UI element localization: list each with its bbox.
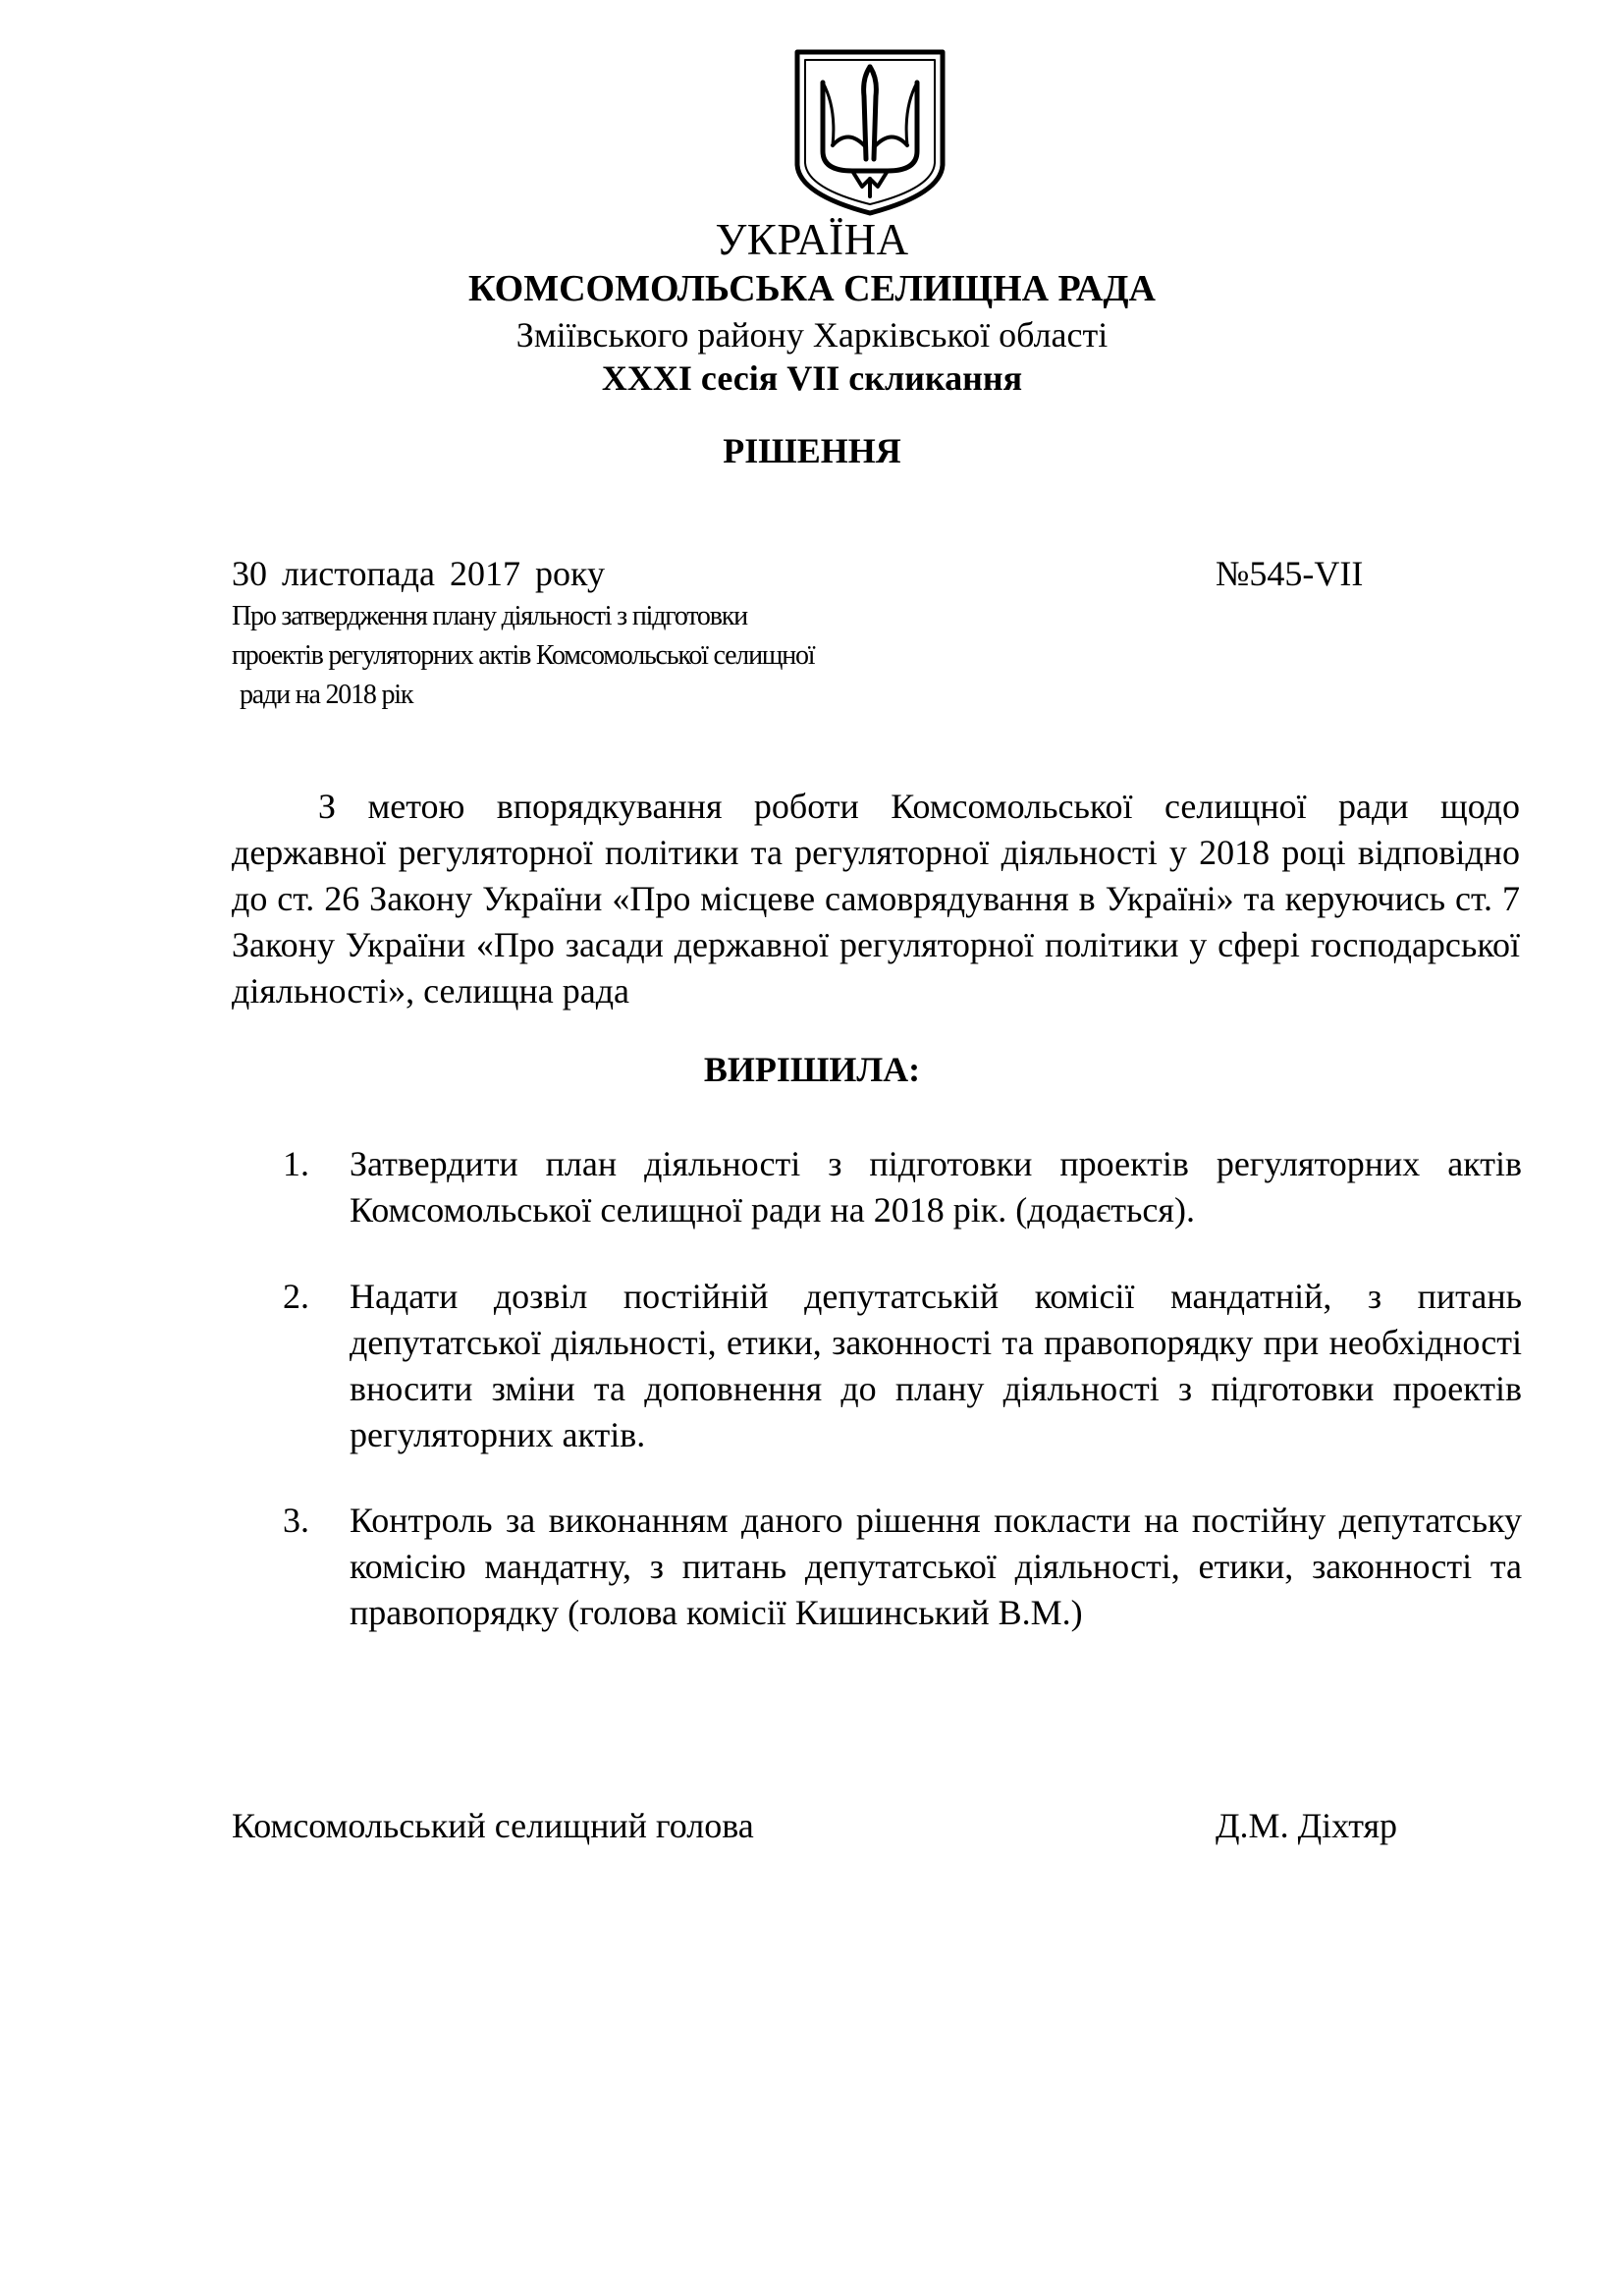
list-item xyxy=(283,1498,1522,1636)
district-name: Зміївського району Харківської області xyxy=(515,315,1109,355)
country-name: УКРАЇНА xyxy=(715,215,909,264)
list-item-text: Затвердити план діяльності з підготовки проектів регуляторних актів Комсомольської селищної ради на 2018 рік. (додається). xyxy=(350,1144,1522,1230)
preamble-paragraph: З метою впорядкування роботи Комсомольської селищної ради щодо державної регуляторної політики та регуляторної діяльності у 2018 році відповідно до ст. 26 Закону України «Про місцеве самоврядування в Україні» та керуючись ст. 7 Закону України «Про засади державної регуляторної політики у сфері господарської діяльності», селищна рада xyxy=(232,787,1520,1011)
decision-subject xyxy=(232,597,814,715)
list-item-number: 2. xyxy=(283,1277,309,1316)
subject-line: Про затвердження плану діяльності з підготовки xyxy=(232,601,747,631)
list-item-number: 1. xyxy=(283,1144,309,1183)
decision-date: 30 листопада 2017 року xyxy=(232,554,605,593)
resolved-heading: ВИРІШИЛА: xyxy=(703,1050,921,1089)
subject-line: проектів регуляторних актів Комсомольської селищної xyxy=(232,640,815,671)
document-title: РІШЕННЯ xyxy=(723,431,901,470)
list-item-text: Надати дозвіл постійній депутатській комісії мандатній, з питань депутатської діяльності, етики, законності та правопорядку при необхідності вносити зміни та доповнення до плану діяльності з підготовки проектів регуляторних актів. xyxy=(350,1277,1522,1454)
session-name: XXXI сесія VII скликання xyxy=(601,358,1023,398)
signatory-name: Д.М. Діхтяр xyxy=(1216,1806,1398,1845)
subject-line: ради на 2018 рік xyxy=(240,680,413,710)
list-item-text: Контроль за виконанням даного рішення покласти на постійну депутатську комісію мандатну, з питань депутатської діяльності, етики, законності та правопорядку (голова комісії Кишинський В.М.) xyxy=(350,1501,1522,1632)
list-item-number: 3. xyxy=(283,1501,309,1540)
list-item xyxy=(283,1274,1522,1458)
trident-coat-of-arms-icon xyxy=(793,49,947,216)
signatory-title: Комсомольський селищний голова xyxy=(232,1806,754,1845)
council-name: КОМСОМОЛЬСЬКА СЕЛИЩНА РАДА xyxy=(468,268,1156,309)
decision-number: №545-VII xyxy=(1216,554,1364,593)
list-item xyxy=(283,1141,1522,1233)
